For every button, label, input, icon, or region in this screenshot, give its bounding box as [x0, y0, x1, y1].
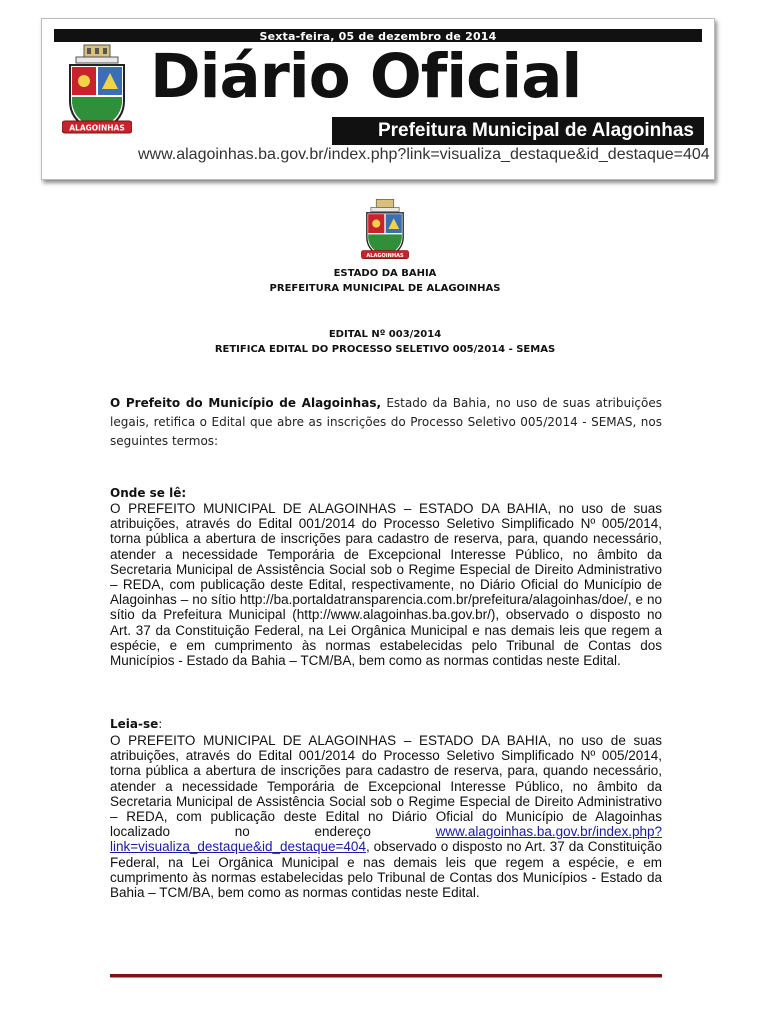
- masthead-date: Sexta-feira, 05 de dezembro de 2014: [259, 30, 497, 43]
- edital-subject: RETIFICA EDITAL DO PROCESSO SELETIVO 005/2014 - SEMAS: [214, 344, 556, 355]
- masthead-subtitle: Prefeitura Municipal de Alagoinhas: [377, 120, 694, 141]
- masthead-banner: [41, 18, 715, 180]
- edital-number: EDITAL Nº 003/2014: [328, 329, 442, 340]
- masthead-title: Diário Oficial: [150, 41, 582, 112]
- crest-small-ribbon-text: ALAGOINHAS: [366, 252, 404, 259]
- onde-label: Onde se lê:: [110, 486, 187, 500]
- crest-ribbon-text: ALAGOINHAS: [69, 123, 125, 133]
- leia-text-before: O PREFEITO MUNICIPAL DE ALAGOINHAS – ESTADO DA BAHIA, no uso de suas atribuições, através do Edital 001/2014 do Processo Seletivo Simplificado Nº 005/2014, torna pública a abertura de inscrições para cadastro de reserva, para, quando necessário, atender a necessidade Temporária de Excepcional Interesse Público, no âmbito da Secretaria Municipal de Assistência Social sob o Regime Especial de Direito Administrativo – REDA, com publicação deste Edital no Diário Oficial do Município de Alagoinhas localizado no endereço: [110, 733, 662, 840]
- intro-lead: O Prefeito do Município de Alagoinhas,: [110, 396, 382, 410]
- masthead-url: www.alagoinhas.ba.gov.br/index.php?link=visualiza_destaque&id_destaque=404: [138, 146, 710, 163]
- leia-label: Leia-se:: [110, 717, 163, 731]
- prefecture-name: PREFEITURA MUNICIPAL DE ALAGOINHAS: [269, 283, 501, 294]
- leia-paragraph: [110, 733, 662, 900]
- municipal-crest-small-icon: [360, 198, 410, 264]
- leia-text-after: , observado o disposto no Art. 37 da Constituição Federal, na Lei Orgânica Municipal e nas demais leis que regem a espécie, e em cumprimento às normas estabelecidas pelo Tribunal de Contas dos Municípios - Estado da Bahia – TCM/BA, bem como as normas contidas neste Edital.: [110, 839, 662, 901]
- diario-link[interactable]: www.alagoinhas.ba.gov.br/index.php?link=visualiza_destaque&id_destaque=404: [110, 824, 662, 855]
- footer-divider: [110, 974, 662, 978]
- issuer-block: [0, 266, 770, 296]
- municipal-crest-icon: [62, 43, 132, 141]
- masthead-subtitle-bar: [332, 117, 704, 145]
- onde-paragraph: O PREFEITO MUNICIPAL DE ALAGOINHAS – ESTADO DA BAHIA, no uso de suas atribuições, através do Edital 001/2014 do Processo Seletivo Simplificado Nº 005/2014, torna pública a abertura de inscrições para cadastro de reserva, para, quando necessário, atender a necessidade Temporária de Excepcional Interesse Público, no âmbito da Secretaria Municipal de Assistência Social sob o Regime Especial de Direito Administrativo – REDA, com publicação deste Edital, respectivamente, no Diário Oficial do Município de Alagoinhas – no sítio http://ba.portaldatransparencia.com.br/prefeitura/alagoinhas/doe/, e no sítio da Prefeitura Municipal (http://www.alagoinhas.ba.gov.br/), observado o disposto no Art. 37 da Constituição Federal, na Lei Orgânica Municipal e nas demais leis que regem a espécie, e em cumprimento às normas estabelecidas pelo Tribunal de Contas dos Municípios - Estado da Bahia – TCM/BA, bem como as normas contidas neste Edital.: [110, 501, 662, 669]
- intro-paragraph: [110, 394, 662, 451]
- state-name: ESTADO DA BAHIA: [333, 268, 437, 279]
- intro-text: Estado da Bahia, no uso de suas atribuições legais, retifica o Edital que abre as inscrições do Processo Seletivo 005/2014 - SEMAS, nos seguintes termos:: [110, 396, 662, 448]
- edital-heading: [0, 327, 770, 357]
